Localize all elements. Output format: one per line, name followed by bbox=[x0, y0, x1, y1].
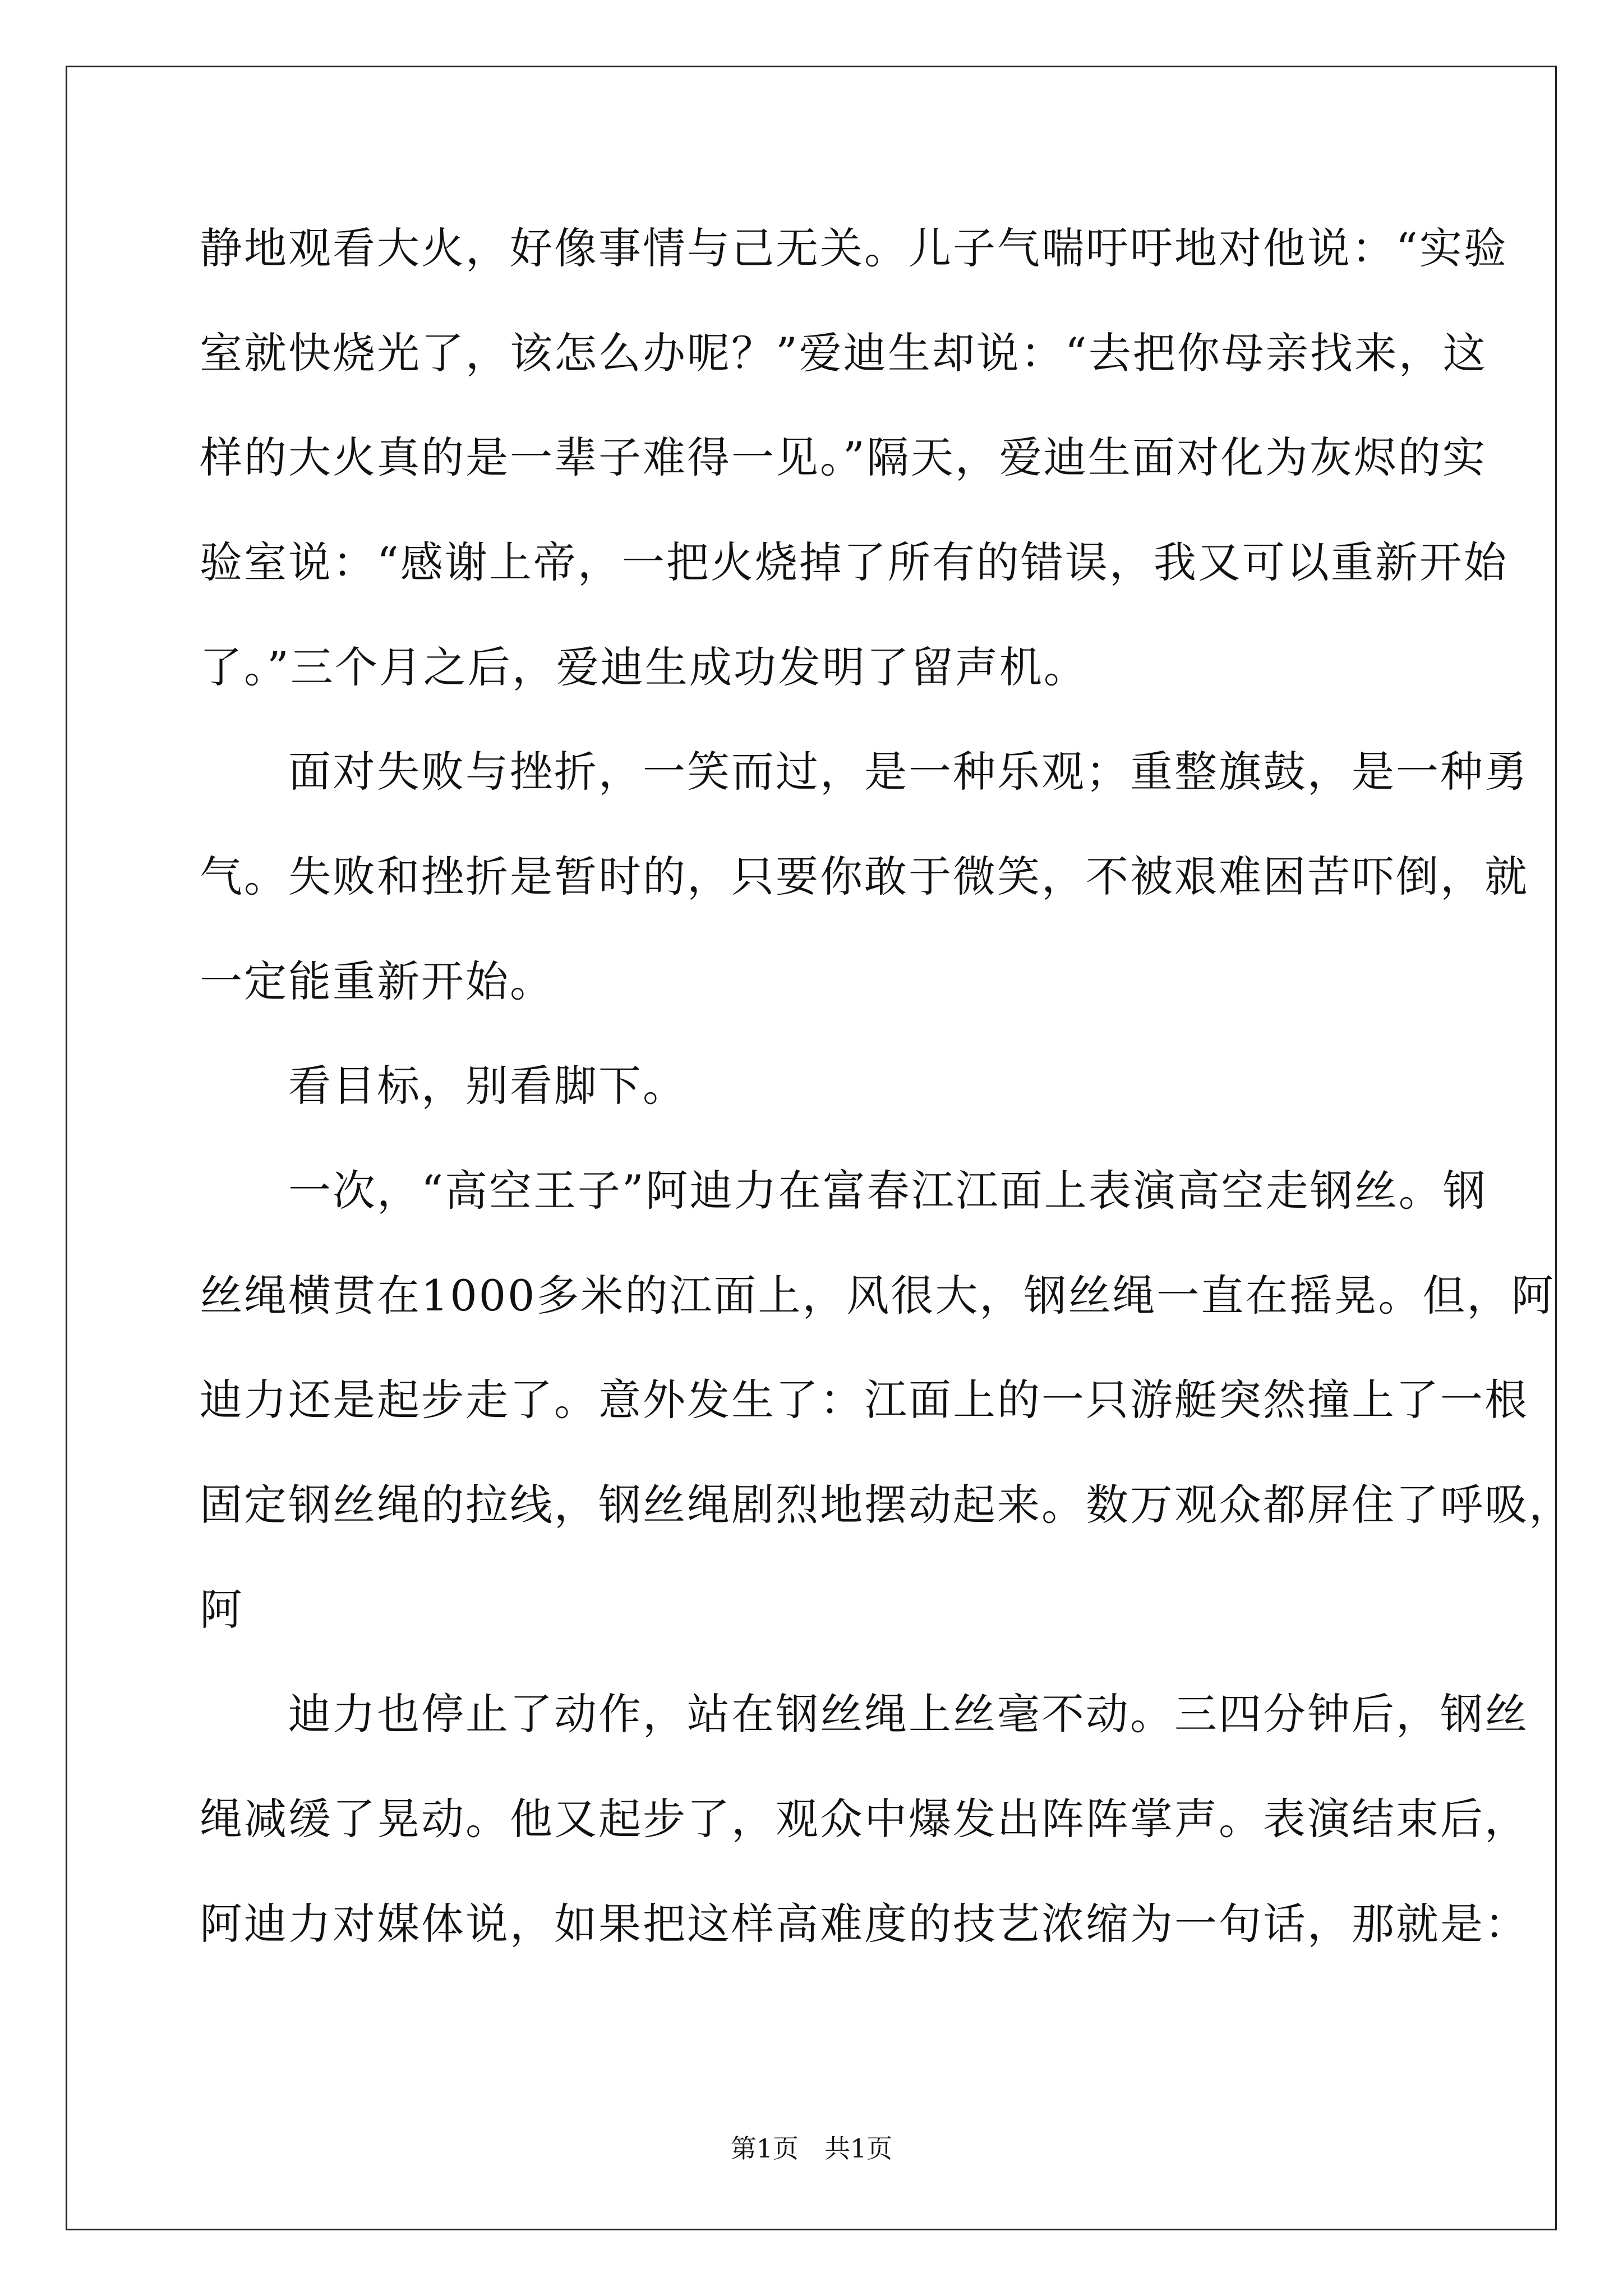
text-line-15: 迪力也停止了动作，站在钢丝绳上丝毫不动。三四分钟后，钢丝 bbox=[200, 1689, 1529, 1739]
text-line-13: 固定钢丝绳的拉线，钢丝绳剧烈地摆动起来。数万观众都屏住了呼吸， bbox=[200, 1480, 1573, 1530]
page-number-footer: 第1页 共1页 bbox=[730, 2133, 893, 2164]
text-line-9: 看目标，别看脚下。 bbox=[200, 1061, 687, 1111]
text-line-14: 阿 bbox=[200, 1585, 244, 1635]
text-line-4: 验室说：“感谢上帝，一把火烧掉了所有的错误，我又可以重新开始 bbox=[200, 537, 1508, 587]
text-line-2: 室就快烧光了，该怎么办呢？”爱迪生却说：“去把你母亲找来，这 bbox=[200, 328, 1487, 378]
text-line-5: 了。”三个月之后，爱迪生成功发明了留声机。 bbox=[200, 642, 1088, 692]
text-line-7: 气。失败和挫折是暂时的，只要你敢于微笑，不被艰难困苦吓倒，就 bbox=[200, 852, 1529, 901]
text-line-17: 阿迪力对媒体说，如果把这样高难度的技艺浓缩为一句话，那就是： bbox=[200, 1899, 1529, 1949]
text-line-3: 样的大火真的是一辈子难得一见。”隔天，爱迪生面对化为灰烬的实 bbox=[200, 432, 1487, 482]
text-line-12: 迪力还是起步走了。意外发生了：江面上的一只游艇突然撞上了一根 bbox=[200, 1375, 1529, 1425]
text-line-1: 静地观看大火，好像事情与己无关。儿子气喘吁吁地对他说：“实验 bbox=[200, 223, 1508, 273]
text-line-16: 绳减缓了晃动。他又起步了，观众中爆发出阵阵掌声。表演结束后， bbox=[200, 1794, 1529, 1844]
text-line-6: 面对失败与挫折，一笑而过，是一种乐观；重整旗鼓，是一种勇 bbox=[200, 747, 1529, 797]
text-line-8: 一定能重新开始。 bbox=[200, 956, 554, 1006]
text-line-11: 丝绳横贯在1000多米的江面上，风很大，钢丝绳一直在摇晃。但，阿 bbox=[200, 1271, 1556, 1320]
text-line-10: 一次，“高空王子”阿迪力在富春江江面上表演高空走钢丝。钢 bbox=[200, 1166, 1487, 1216]
